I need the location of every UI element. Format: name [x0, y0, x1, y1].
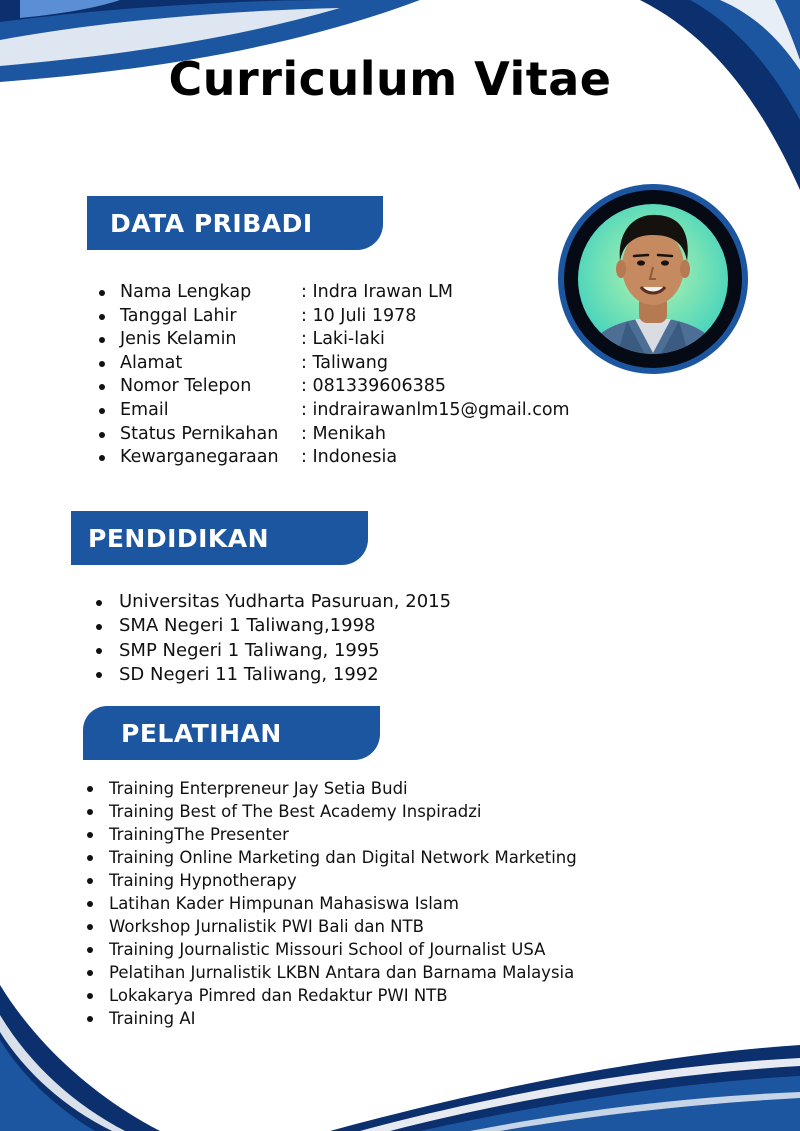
- list-item: [99, 375, 570, 399]
- field-label: Jenis Kelamin: [120, 329, 237, 350]
- list-item: Training Journalistic Missouri School of Journalist USA: [87, 938, 577, 961]
- field-label: Email: [120, 399, 169, 420]
- list-item: SMA Negeri 1 Taliwang,1998: [96, 614, 451, 638]
- section-heading-education: [71, 511, 368, 565]
- field-label: Alamat: [120, 352, 183, 373]
- list-item: [99, 305, 570, 329]
- field-value: : indrairawanlm15@gmail.com: [301, 399, 570, 420]
- list-item: [99, 352, 570, 376]
- section-heading-education-label: PENDIDIKAN: [88, 523, 270, 553]
- section-heading-training-label: PELATIHAN: [121, 718, 282, 748]
- page-title: Curriculum Vitae: [168, 52, 612, 106]
- field-label: Status Pernikahan: [120, 423, 279, 444]
- field-value: : Indonesia: [301, 447, 398, 468]
- list-item: Training Enterpreneur Jay Setia Budi: [87, 777, 577, 800]
- section-heading-personal-label: DATA PRIBADI: [110, 208, 313, 238]
- field-value: : Menikah: [301, 423, 386, 444]
- list-item: Training Best of The Best Academy Inspiradzi: [87, 800, 577, 823]
- training-list: [87, 777, 577, 1030]
- field-label: Nomor Telepon: [120, 376, 252, 397]
- profile-photo: [557, 183, 749, 375]
- education-list: [96, 590, 451, 687]
- list-item: Training Online Marketing dan Digital Network Marketing: [87, 846, 577, 869]
- list-item: [99, 281, 570, 305]
- list-item: [99, 328, 570, 352]
- section-heading-personal: [87, 196, 383, 250]
- field-value: : 081339606385: [301, 376, 447, 397]
- field-value: : 10 Juli 1978: [301, 305, 417, 326]
- field-label: Nama Lengkap: [120, 282, 252, 302]
- personal-data-list: [99, 281, 570, 470]
- field-value: : Taliwang: [301, 352, 388, 373]
- list-item: Pelatihan Jurnalistik LKBN Antara dan Barnama Malaysia: [87, 961, 577, 984]
- list-item: SMP Negeri 1 Taliwang, 1995: [96, 639, 451, 663]
- field-label: Tanggal Lahir: [120, 305, 237, 326]
- list-item: SD Negeri 11 Taliwang, 1992: [96, 663, 451, 687]
- list-item: Workshop Jurnalistik PWI Bali dan NTB: [87, 915, 577, 938]
- list-item: [99, 423, 570, 447]
- list-item: TrainingThe Presenter: [87, 823, 577, 846]
- list-item: Training AI: [87, 1007, 577, 1030]
- list-item: [99, 446, 570, 470]
- field-label: Kewarganegaraan: [120, 447, 279, 468]
- list-item: Latihan Kader Himpunan Mahasiswa Islam: [87, 892, 577, 915]
- list-item: Lokakarya Pimred dan Redaktur PWI NTB: [87, 984, 577, 1007]
- field-value: : Laki-laki: [301, 329, 385, 350]
- list-item: [99, 399, 570, 423]
- list-item: Universitas Yudharta Pasuruan, 2015: [96, 590, 451, 614]
- section-heading-training: [83, 706, 380, 760]
- field-value: : Indra Irawan LM: [301, 282, 453, 302]
- list-item: Training Hypnotherapy: [87, 869, 577, 892]
